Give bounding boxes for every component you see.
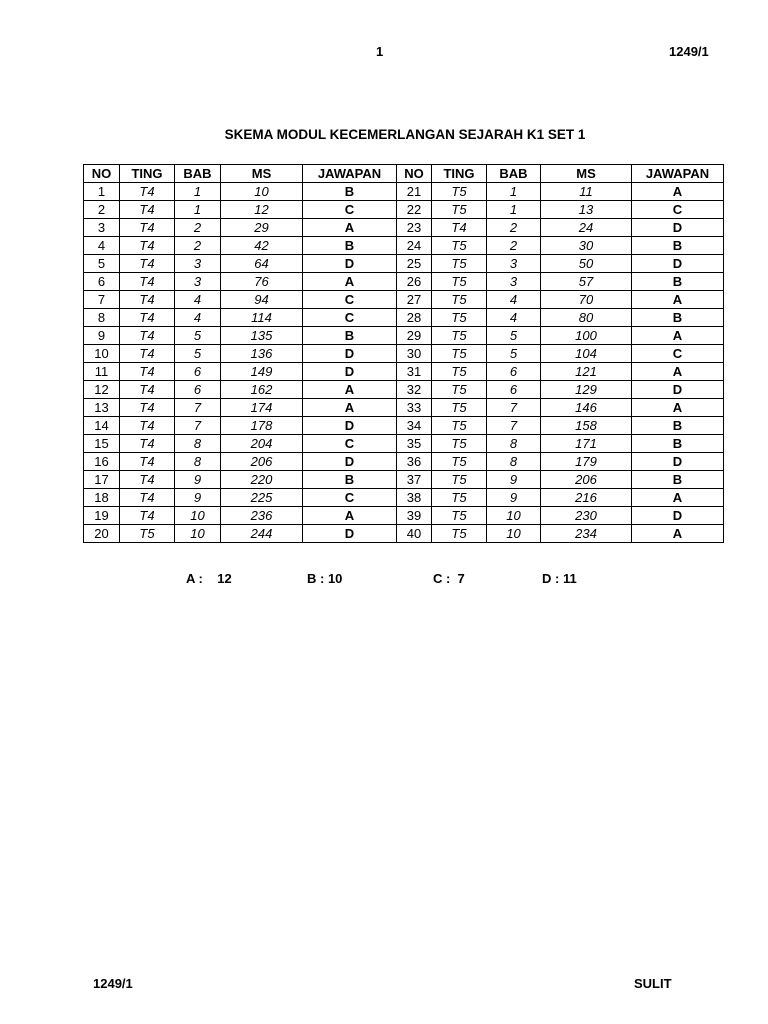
- cell-ting: T5: [432, 417, 487, 435]
- cell-ting: T5: [432, 381, 487, 399]
- table-row: [84, 327, 724, 345]
- cell-jawapan: A: [632, 291, 724, 309]
- cell-jawapan: D: [632, 453, 724, 471]
- table-row: [84, 309, 724, 327]
- column-header-no: NO: [84, 165, 120, 183]
- cell-bab: 4: [487, 309, 541, 327]
- cell-ting: T5: [432, 201, 487, 219]
- cell-bab: 9: [175, 471, 221, 489]
- cell-ms: 70: [541, 291, 632, 309]
- cell-jawapan: B: [303, 237, 397, 255]
- cell-jawapan: D: [632, 219, 724, 237]
- table-row: [84, 273, 724, 291]
- cell-bab: 1: [175, 183, 221, 201]
- cell-no: 17: [84, 471, 120, 489]
- cell-no: 27: [397, 291, 432, 309]
- cell-no: 37: [397, 471, 432, 489]
- cell-jawapan: C: [303, 309, 397, 327]
- cell-ms: 64: [221, 255, 303, 273]
- cell-no: 11: [84, 363, 120, 381]
- cell-bab: 10: [487, 507, 541, 525]
- cell-bab: 2: [175, 237, 221, 255]
- cell-no: 10: [84, 345, 120, 363]
- cell-bab: 4: [487, 291, 541, 309]
- cell-no: 14: [84, 417, 120, 435]
- cell-jawapan: D: [303, 417, 397, 435]
- cell-jawapan: C: [303, 291, 397, 309]
- cell-bab: 6: [487, 363, 541, 381]
- cell-jawapan: A: [303, 381, 397, 399]
- cell-ting: T4: [120, 435, 175, 453]
- cell-ms: 162: [221, 381, 303, 399]
- cell-ting: T5: [432, 327, 487, 345]
- cell-no: 8: [84, 309, 120, 327]
- cell-ting: T4: [432, 219, 487, 237]
- cell-no: 15: [84, 435, 120, 453]
- paper-code-footer: 1249/1: [93, 976, 133, 991]
- table-row: [84, 291, 724, 309]
- cell-ms: 220: [221, 471, 303, 489]
- cell-no: 29: [397, 327, 432, 345]
- table-row: [84, 471, 724, 489]
- cell-bab: 7: [175, 399, 221, 417]
- cell-no: 32: [397, 381, 432, 399]
- cell-ting: T4: [120, 453, 175, 471]
- cell-bab: 10: [487, 525, 541, 543]
- cell-jawapan: A: [632, 327, 724, 345]
- cell-ms: 178: [221, 417, 303, 435]
- cell-no: 3: [84, 219, 120, 237]
- column-header-ms: MS: [541, 165, 632, 183]
- cell-ting: T4: [120, 471, 175, 489]
- cell-jawapan: A: [632, 183, 724, 201]
- cell-ms: 206: [541, 471, 632, 489]
- page-number: 1: [376, 44, 384, 59]
- cell-no: 19: [84, 507, 120, 525]
- cell-jawapan: B: [632, 471, 724, 489]
- cell-jawapan: D: [303, 525, 397, 543]
- cell-no: 2: [84, 201, 120, 219]
- cell-no: 1: [84, 183, 120, 201]
- cell-no: 30: [397, 345, 432, 363]
- table-row: [84, 237, 724, 255]
- cell-ting: T5: [432, 471, 487, 489]
- cell-jawapan: D: [632, 507, 724, 525]
- cell-bab: 8: [175, 453, 221, 471]
- cell-bab: 9: [487, 471, 541, 489]
- cell-jawapan: B: [632, 417, 724, 435]
- cell-ting: T4: [120, 345, 175, 363]
- cell-jawapan: B: [303, 471, 397, 489]
- cell-ms: 171: [541, 435, 632, 453]
- cell-ms: 244: [221, 525, 303, 543]
- cell-jawapan: B: [303, 183, 397, 201]
- cell-bab: 2: [487, 219, 541, 237]
- cell-ms: 236: [221, 507, 303, 525]
- cell-ms: 10: [221, 183, 303, 201]
- cell-ms: 135: [221, 327, 303, 345]
- table-body: [84, 183, 724, 543]
- cell-no: 4: [84, 237, 120, 255]
- cell-ms: 204: [221, 435, 303, 453]
- cell-jawapan: A: [632, 399, 724, 417]
- cell-jawapan: C: [632, 201, 724, 219]
- cell-jawapan: A: [303, 273, 397, 291]
- table-header-row: [84, 165, 724, 183]
- cell-jawapan: B: [632, 273, 724, 291]
- cell-bab: 1: [487, 183, 541, 201]
- cell-ting: T4: [120, 399, 175, 417]
- cell-no: 35: [397, 435, 432, 453]
- document-title: SKEMA MODUL KECEMERLANGAN SEJARAH K1 SET 1: [224, 127, 586, 142]
- cell-no: 31: [397, 363, 432, 381]
- table-row: [84, 219, 724, 237]
- cell-no: 12: [84, 381, 120, 399]
- column-header-jawapan: JAWAPAN: [303, 165, 397, 183]
- cell-jawapan: D: [303, 345, 397, 363]
- cell-ting: T4: [120, 219, 175, 237]
- cell-ms: 42: [221, 237, 303, 255]
- cell-jawapan: B: [632, 435, 724, 453]
- cell-no: 36: [397, 453, 432, 471]
- cell-ms: 94: [221, 291, 303, 309]
- cell-no: 22: [397, 201, 432, 219]
- table-row: [84, 507, 724, 525]
- cell-ting: T5: [432, 435, 487, 453]
- table-row: [84, 525, 724, 543]
- cell-jawapan: D: [632, 255, 724, 273]
- cell-ting: T5: [432, 399, 487, 417]
- cell-bab: 7: [175, 417, 221, 435]
- cell-jawapan: C: [632, 345, 724, 363]
- cell-ting: T5: [432, 363, 487, 381]
- cell-ting: T4: [120, 417, 175, 435]
- cell-jawapan: C: [303, 435, 397, 453]
- cell-ms: 29: [221, 219, 303, 237]
- cell-bab: 3: [487, 273, 541, 291]
- cell-no: 38: [397, 489, 432, 507]
- cell-ms: 114: [221, 309, 303, 327]
- column-header-ting: TING: [120, 165, 175, 183]
- cell-no: 25: [397, 255, 432, 273]
- cell-ms: 76: [221, 273, 303, 291]
- cell-no: 18: [84, 489, 120, 507]
- cell-jawapan: D: [303, 453, 397, 471]
- cell-bab: 5: [175, 345, 221, 363]
- paper-code-header: 1249/1: [669, 44, 709, 59]
- cell-ms: 234: [541, 525, 632, 543]
- cell-bab: 10: [175, 507, 221, 525]
- cell-ms: 225: [221, 489, 303, 507]
- cell-no: 13: [84, 399, 120, 417]
- column-header-ms: MS: [221, 165, 303, 183]
- answer-scheme-table: [83, 164, 724, 543]
- cell-ting: T4: [120, 381, 175, 399]
- cell-jawapan: A: [632, 363, 724, 381]
- cell-jawapan: A: [303, 507, 397, 525]
- cell-bab: 2: [175, 219, 221, 237]
- cell-no: 5: [84, 255, 120, 273]
- table-row: [84, 381, 724, 399]
- cell-jawapan: B: [303, 327, 397, 345]
- cell-bab: 1: [175, 201, 221, 219]
- cell-no: 24: [397, 237, 432, 255]
- cell-no: 26: [397, 273, 432, 291]
- cell-ting: T5: [120, 525, 175, 543]
- cell-jawapan: A: [632, 489, 724, 507]
- cell-jawapan: B: [632, 237, 724, 255]
- table-row: [84, 255, 724, 273]
- cell-no: 33: [397, 399, 432, 417]
- column-header-bab: BAB: [487, 165, 541, 183]
- cell-ting: T5: [432, 489, 487, 507]
- cell-jawapan: B: [632, 309, 724, 327]
- cell-no: 39: [397, 507, 432, 525]
- cell-bab: 7: [487, 417, 541, 435]
- cell-ting: T5: [432, 273, 487, 291]
- cell-bab: 9: [175, 489, 221, 507]
- cell-jawapan: A: [632, 525, 724, 543]
- cell-ms: 149: [221, 363, 303, 381]
- cell-bab: 6: [175, 381, 221, 399]
- count-a: A : 12: [186, 571, 232, 586]
- cell-ms: 12: [221, 201, 303, 219]
- cell-ms: 80: [541, 309, 632, 327]
- cell-ting: T5: [432, 237, 487, 255]
- cell-no: 34: [397, 417, 432, 435]
- cell-no: 28: [397, 309, 432, 327]
- cell-no: 20: [84, 525, 120, 543]
- cell-ting: T4: [120, 309, 175, 327]
- table-row: [84, 183, 724, 201]
- table-row: [84, 363, 724, 381]
- table-row: [84, 435, 724, 453]
- cell-ting: T5: [432, 507, 487, 525]
- cell-ting: T4: [120, 363, 175, 381]
- column-header-ting: TING: [432, 165, 487, 183]
- cell-bab: 8: [175, 435, 221, 453]
- cell-ms: 24: [541, 219, 632, 237]
- table-row: [84, 489, 724, 507]
- cell-jawapan: A: [303, 399, 397, 417]
- cell-ting: T4: [120, 255, 175, 273]
- cell-ms: 146: [541, 399, 632, 417]
- cell-no: 6: [84, 273, 120, 291]
- table-row: [84, 399, 724, 417]
- cell-bab: 4: [175, 291, 221, 309]
- cell-ting: T5: [432, 183, 487, 201]
- cell-ms: 30: [541, 237, 632, 255]
- cell-ms: 216: [541, 489, 632, 507]
- cell-bab: 3: [487, 255, 541, 273]
- cell-ting: T4: [120, 201, 175, 219]
- cell-ting: T4: [120, 273, 175, 291]
- cell-bab: 6: [175, 363, 221, 381]
- cell-ting: T4: [120, 291, 175, 309]
- cell-jawapan: D: [303, 255, 397, 273]
- cell-bab: 3: [175, 273, 221, 291]
- cell-bab: 8: [487, 435, 541, 453]
- cell-ting: T5: [432, 291, 487, 309]
- cell-ms: 206: [221, 453, 303, 471]
- cell-ms: 158: [541, 417, 632, 435]
- cell-ms: 179: [541, 453, 632, 471]
- cell-bab: 7: [487, 399, 541, 417]
- cell-bab: 9: [487, 489, 541, 507]
- table-row: [84, 453, 724, 471]
- cell-ms: 13: [541, 201, 632, 219]
- cell-jawapan: C: [303, 489, 397, 507]
- cell-ms: 136: [221, 345, 303, 363]
- table-row: [84, 201, 724, 219]
- column-header-no: NO: [397, 165, 432, 183]
- cell-bab: 4: [175, 309, 221, 327]
- cell-jawapan: D: [303, 363, 397, 381]
- cell-ms: 121: [541, 363, 632, 381]
- table-row: [84, 345, 724, 363]
- cell-no: 9: [84, 327, 120, 345]
- cell-ting: T4: [120, 327, 175, 345]
- classification-label: SULIT: [634, 976, 672, 991]
- cell-no: 23: [397, 219, 432, 237]
- table-row: [84, 417, 724, 435]
- cell-bab: 1: [487, 201, 541, 219]
- cell-ting: T5: [432, 525, 487, 543]
- cell-ms: 174: [221, 399, 303, 417]
- count-d: D : 11: [542, 571, 577, 586]
- cell-bab: 8: [487, 453, 541, 471]
- cell-ting: T5: [432, 309, 487, 327]
- cell-no: 40: [397, 525, 432, 543]
- cell-ms: 100: [541, 327, 632, 345]
- cell-ting: T5: [432, 453, 487, 471]
- cell-jawapan: C: [303, 201, 397, 219]
- cell-bab: 3: [175, 255, 221, 273]
- cell-ms: 104: [541, 345, 632, 363]
- cell-ting: T4: [120, 489, 175, 507]
- cell-no: 7: [84, 291, 120, 309]
- cell-jawapan: D: [632, 381, 724, 399]
- cell-ms: 230: [541, 507, 632, 525]
- cell-bab: 6: [487, 381, 541, 399]
- cell-ms: 57: [541, 273, 632, 291]
- cell-ting: T5: [432, 255, 487, 273]
- cell-ting: T5: [432, 345, 487, 363]
- cell-bab: 10: [175, 525, 221, 543]
- cell-ms: 50: [541, 255, 632, 273]
- cell-ting: T4: [120, 507, 175, 525]
- column-header-bab: BAB: [175, 165, 221, 183]
- cell-ms: 129: [541, 381, 632, 399]
- cell-bab: 5: [175, 327, 221, 345]
- cell-no: 21: [397, 183, 432, 201]
- cell-bab: 2: [487, 237, 541, 255]
- cell-bab: 5: [487, 327, 541, 345]
- cell-ting: T4: [120, 237, 175, 255]
- cell-ms: 11: [541, 183, 632, 201]
- cell-ting: T4: [120, 183, 175, 201]
- count-b: B : 10: [307, 571, 343, 586]
- cell-jawapan: A: [303, 219, 397, 237]
- cell-no: 16: [84, 453, 120, 471]
- cell-bab: 5: [487, 345, 541, 363]
- count-c: C : 7: [433, 571, 465, 586]
- column-header-jawapan: JAWAPAN: [632, 165, 724, 183]
